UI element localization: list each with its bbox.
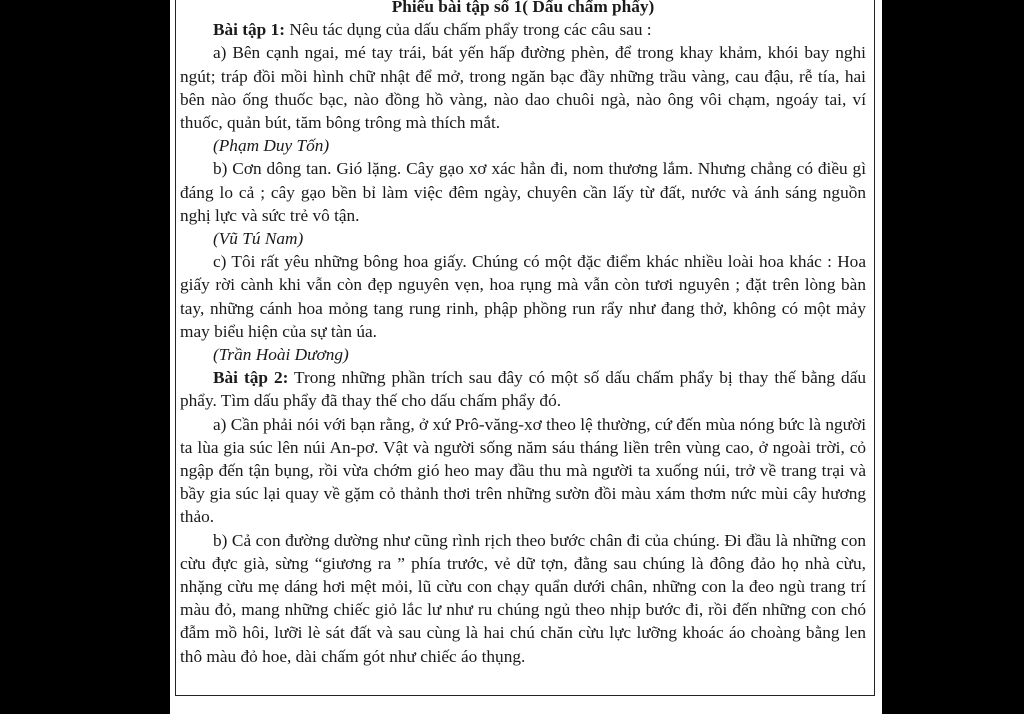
exercise-1-item-b: b) Cơn dông tan. Gió lặng. Cây gạo xơ xác hẳn đi, nom thương lắm. Nhưng chẳng có điều gì đáng lo cả ; cây gạo bền bỉ làm việc đêm ngày, chuyên cần lấy từ đất, nước và ánh sáng nguồn nghị lực và sức trẻ vô tận. (180, 159, 866, 225)
exercise-1-item-c: c) Tôi rất yêu những bông hoa giấy. Chúng có một đặc điểm khác nhiều loài hoa khác : Hoa giấy rời cành khi vẫn còn đẹp nguyên vẹn, hoa rụng mà vẫn còn tươi nguyên ; đặt trên lòng bàn tay, những cánh hoa mỏng tang rung rinh, phập phồng run rẩy như đang thở, không có một mảy may biểu hiện của sự tàn úa. (180, 252, 866, 341)
exercise-1-item-a-author: (Phạm Duy Tốn) (213, 136, 330, 156)
exercise-1-item-b-author: (Vũ Tú Nam) (213, 229, 304, 249)
exercise-1-item-c-author: (Trần Hoài Dương) (213, 345, 349, 365)
worksheet-content (180, 0, 866, 668)
exercise-1-prompt (180, 18, 866, 41)
exercise-1-prompt-text: Nêu tác dụng của dấu chấm phẩy trong các câu sau : (285, 20, 652, 40)
exercise-2-prompt (180, 366, 866, 412)
document-page (170, 0, 882, 714)
exercise-2-item-b: b) Cả con đường dường như cũng rình rịch theo bước chân đi của chúng. Đi đầu là những con cừu đực già, sừng “giương ra ” phía trước, vẻ dữ tợn, đằng sau chúng là đông đảo họ nhà cừu, nhặng cừu mẹ dáng hơi mệt mỏi, lũ cừu con chạy quẩn dưới chân, những con la đeo ngù trang trí màu đỏ, mang những chiếc giỏ lắc lư như ru chúng ngủ theo nhịp bước đi, rồi đến những con chó đẫm mồ hôi, lưỡi lè sát đất và sau cùng là hai chú chăn cừu lực lưỡng khoác áo choàng bằng len thô màu đỏ hoe, dài chấm gót như chiếc áo thụng. (180, 530, 866, 666)
worksheet-title: Phiếu bài tập số 1( Dấu chấm phẩy) (391, 0, 655, 16)
exercise-2-prompt-text: Trong những phần trích sau đây có một số dấu chấm phẩy bị thay thế bằng dấu phẩy. Tìm dấu phẩy đã thay thế cho dấu chấm phẩy đó. (180, 368, 867, 411)
exercise-1-item-a: a) Bên cạnh ngai, mé tay trái, bát yến hấp đường phèn, để trong khay khảm, khói bay nghi ngút; tráp đồi mồi hình chữ nhật để mở, trong ngăn bạc đầy những trầu vàng, cau đậu, rễ tía, hai bên nào ống thuốc bạc, nào đồng hồ vàng, nào dao chuôi ngà, nào ông vôi chạm, ngoáy tai, ví thuốc, quản bút, tăm bông trông mà thích mắt. (180, 43, 866, 133)
exercise-2-item-a: a) Cần phải nói với bạn rằng, ở xứ Prô-văng-xơ theo lệ thường, cứ đến mùa nóng bức là người ta lùa gia súc lên núi An-pơ. Vật và người sống năm sáu tháng liền trên vùng cao, ở ngoài trời, cỏ ngập đến tận bụng, rồi vừa chớm gió heo may đầu thu mà người ta xuống núi, trở về trang trại và bầy gia súc lại quay về gặm cỏ thảnh thơi trên những sườn đồi màu xám thơm nức mùi cây hương thảo. (180, 414, 866, 527)
exercise-2-label: Bài tập 2: (213, 368, 289, 388)
exercise-1-label: Bài tập 1: (213, 20, 286, 40)
